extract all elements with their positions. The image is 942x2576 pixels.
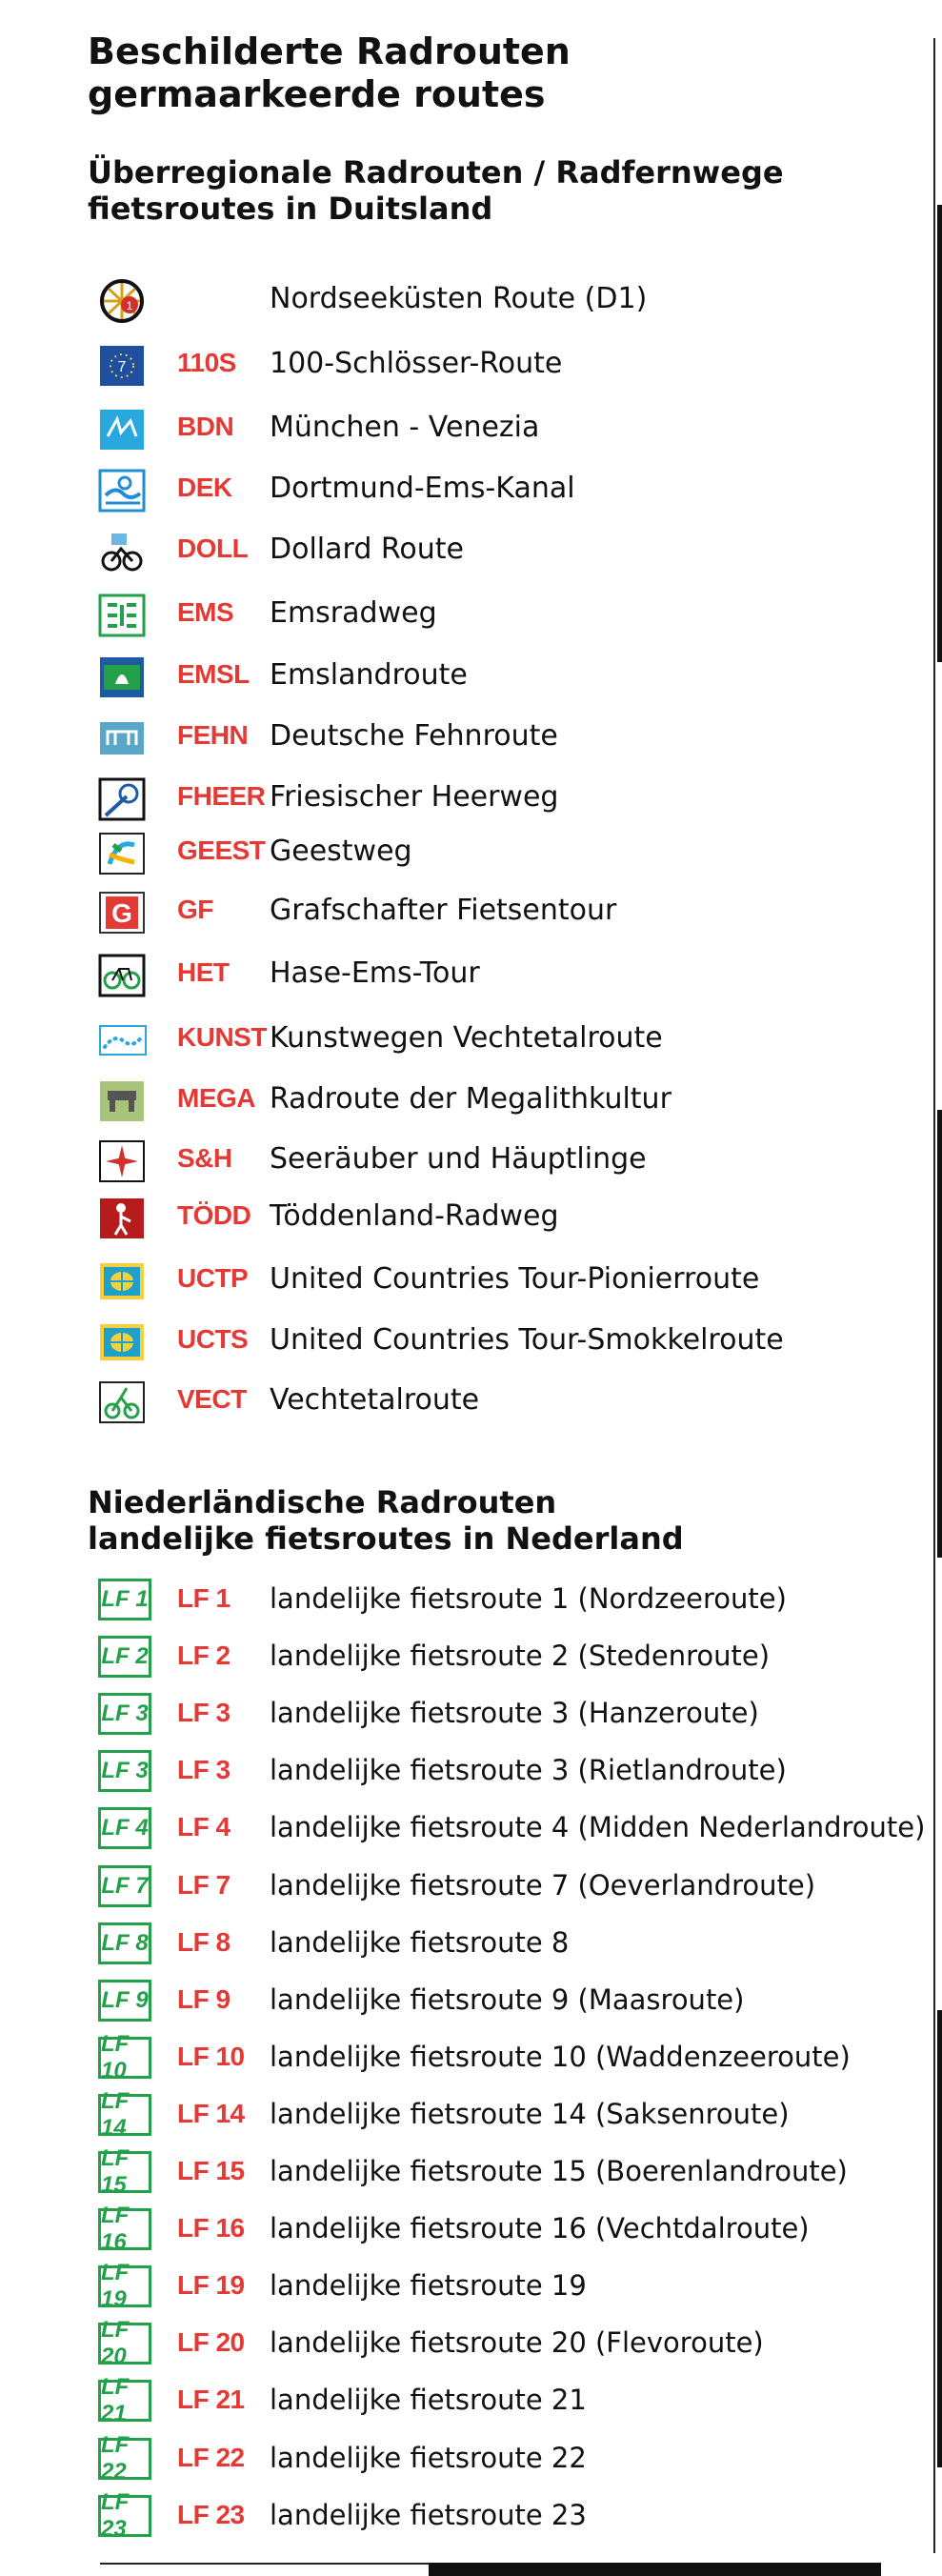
wheel-sword-icon [98,777,146,821]
route-name: Vechtetalroute [270,1383,480,1417]
lf-sign-icon: LF 4 [98,1807,151,1849]
geest-swirl-icon [98,832,146,875]
route-name: 100-Schlösser-Route [270,347,563,380]
section-title-netherlands-line1: Niederländische Radrouten [88,1484,557,1520]
section-title-germany [88,154,784,227]
toedde-walker-icon [98,1197,146,1240]
route-row [0,1745,933,1799]
route-name: Seeräuber und Häuptlinge [270,1142,647,1176]
route-name: United Countries Tour-Pionierroute [270,1262,760,1296]
route-code: LF 19 [177,2270,245,2300]
route-code: LF 22 [177,2443,245,2472]
route-code: LF 16 [177,2213,245,2243]
route-name: landelijke fietsroute 15 (Boerenlandroute) [270,2155,848,2187]
cyclist-house-icon [98,530,146,574]
route-row [0,1802,933,1856]
route-code: LF 14 [177,2099,245,2128]
route-name: Dollard Route [270,533,464,566]
route-code: EMSL [177,659,250,689]
route-code: EMS [177,597,234,627]
route-name: landelijke fietsroute 3 (Rietlandroute) [270,1754,787,1786]
route-code: LF 4 [177,1812,230,1841]
route-code: VECT [177,1384,247,1414]
route-row [0,2089,933,2143]
page-title [88,30,571,116]
route-code: KUNST [177,1022,267,1052]
route-row [0,650,933,703]
route-name: landelijke fietsroute 7 (Oeverlandroute) [270,1869,816,1902]
lf-sign-icon: LF 3 [98,1750,151,1792]
route-row [0,2375,933,2428]
svg-text:1: 1 [126,299,133,312]
route-row [0,2146,933,2200]
route-name: Grafschafter Fietsentour [270,894,617,927]
route-name: Töddenland-Radweg [270,1199,559,1233]
route-code: FEHN [177,720,249,750]
route-name: Kunstwegen Vechtetalroute [270,1021,663,1055]
route-name: München - Venezia [270,411,540,444]
route-code: LF 23 [177,2500,245,2529]
route-code: LF 20 [177,2327,245,2357]
route-code: LF 3 [177,1755,230,1784]
route-name: landelijke fietsroute 10 (Waddenzeeroute) [270,2041,851,2073]
route-row [0,1688,933,1741]
page-title-line2: germaarkeerde routes [88,73,546,115]
route-name: landelijke fietsroute 22 [270,2442,587,2474]
blue-wave-icon [98,408,146,452]
route-code: LF 7 [177,1870,230,1900]
svg-text:7: 7 [117,359,127,375]
route-row [0,524,933,577]
lf-sign-icon: LF 9 [98,1980,151,2022]
cyclist-green-icon [98,1380,146,1424]
right-edge-bar [937,1110,942,1558]
page-title-line1: Beschilderte Radrouten [88,30,571,72]
route-row [0,2032,933,2085]
route-row [0,885,933,938]
lf-sign-icon: LF 19 [98,2265,151,2307]
route-row [0,1918,933,1971]
route-row [0,772,933,825]
route-row [0,2490,933,2544]
route-row [0,1574,933,1627]
route-name: Emslandroute [270,658,468,692]
route-row [0,338,933,392]
route-code: LF 2 [177,1640,230,1670]
route-row [0,273,933,327]
eu-stars-7-icon [98,344,146,388]
compass-rose-icon [98,1139,146,1183]
lf-sign-icon: LF 1 [98,1579,151,1620]
route-name: Geestweg [270,835,412,868]
route-code: TÖDD [177,1200,251,1230]
route-name: landelijke fietsroute 14 (Saksenroute) [270,2098,790,2130]
route-row [0,1861,933,1914]
route-name: United Countries Tour-Smokkelroute [270,1323,784,1357]
route-row [0,1375,933,1428]
route-name: landelijke fietsroute 1 (Nordzeeroute) [270,1582,787,1615]
route-code: 110S [177,348,236,377]
dotted-line-icon [86,1018,160,1062]
route-code: BDN [177,412,234,441]
route-code: HET [177,957,230,987]
route-code: LF 21 [177,2385,245,2414]
lf-sign-icon: LF 3 [98,1693,151,1735]
route-code: S&H [177,1143,232,1173]
route-code: LF 9 [177,1984,230,2014]
route-row [0,2318,933,2371]
route-name: landelijke fietsroute 23 [270,2499,587,2531]
route-row [0,2261,933,2314]
bicycle-box-icon [98,954,146,997]
route-code: FHEER [177,781,266,811]
lf-sign-icon: LF 10 [98,2037,151,2079]
route-row [0,1631,933,1684]
route-code: LF 10 [177,2042,245,2071]
lf-sign-icon: LF 7 [98,1865,151,1907]
route-row [0,2204,933,2257]
route-name: Hase-Ems-Tour [270,956,480,990]
route-code: LF 3 [177,1698,230,1727]
route-code: GF [177,895,213,924]
route-code: LF 1 [177,1583,230,1613]
route-code: MEGA [177,1083,255,1113]
megalith-stone-icon [98,1079,146,1123]
route-code: LF 15 [177,2156,245,2185]
right-edge-bar [937,2010,942,2467]
route-name: landelijke fietsroute 9 (Maasroute) [270,1983,745,2016]
right-border-line [933,38,935,2553]
route-code: UCTP [177,1263,249,1293]
route-name: Emsradweg [270,596,437,630]
route-name: Radroute der Megalithkultur [270,1082,671,1116]
lf-sign-icon: LF 16 [98,2208,151,2250]
route-name: landelijke fietsroute 8 [270,1926,570,1959]
section-title-germany-line2: fietsroutes in Duitsland [88,191,493,227]
route-row [0,1975,933,2028]
route-code: GEEST [177,835,266,865]
route-name: landelijke fietsroute 4 (Midden Nederlandroute) [270,1811,926,1843]
uct-globe-icon [98,1259,146,1303]
route-row [0,826,933,879]
route-row [0,1254,933,1307]
fehn-bridge-icon [98,716,146,760]
route-row [0,402,933,455]
route-row [0,1074,933,1127]
route-row [0,711,933,764]
emsland-leaf-icon [98,655,146,699]
red-g-icon [98,891,146,935]
canal-wave-icon [98,469,146,513]
route-row [0,463,933,516]
route-row [0,588,933,641]
lf-sign-icon: LF 14 [98,2094,151,2136]
route-row [0,1315,933,1368]
route-code: UCTS [177,1324,249,1354]
route-name: landelijke fietsroute 3 (Hanzeroute) [270,1697,759,1729]
lf-sign-icon: LF 23 [98,2495,151,2537]
lf-sign-icon: LF 2 [98,1636,151,1678]
lf-sign-icon: LF 8 [98,1922,151,1964]
route-row [0,1134,933,1187]
route-name: landelijke fietsroute 2 (Stedenroute) [270,1640,771,1672]
route-name: landelijke fietsroute 19 [270,2269,587,2302]
green-ems-icon [98,594,146,637]
right-edge-bar [937,205,942,662]
route-code: LF 8 [177,1927,230,1957]
route-name: Nordseeküsten Route (D1) [270,282,648,315]
bottom-edge-bar [429,2563,881,2576]
lf-sign-icon: LF 22 [98,2438,151,2480]
section-title-netherlands [88,1484,684,1557]
route-name: Deutsche Fehnroute [270,719,558,753]
section-title-germany-line1: Überregionale Radrouten / Radfernwege [88,154,784,191]
route-row [0,1013,933,1066]
svg-text:G: G [111,898,132,928]
lf-sign-icon: LF 21 [98,2380,151,2422]
route-code: DOLL [177,533,249,563]
route-code: DEK [177,473,232,502]
section-title-netherlands-line2: landelijke fietsroutes in Nederland [88,1520,684,1557]
route-row [0,948,933,1001]
north-sea-wheel-icon [98,279,146,323]
lf-sign-icon: LF 15 [98,2151,151,2193]
route-row [0,2433,933,2486]
route-name: landelijke fietsroute 16 (Vechtdalroute) [270,2212,810,2244]
route-row [0,1191,933,1244]
route-name: Dortmund-Ems-Kanal [270,472,575,505]
lf-sign-icon: LF 20 [98,2323,151,2365]
route-name: Friesischer Heerweg [270,780,559,814]
route-name: landelijke fietsroute 20 (Flevoroute) [270,2326,764,2359]
uct-globe-icon [98,1320,146,1364]
route-name: landelijke fietsroute 21 [270,2384,587,2416]
